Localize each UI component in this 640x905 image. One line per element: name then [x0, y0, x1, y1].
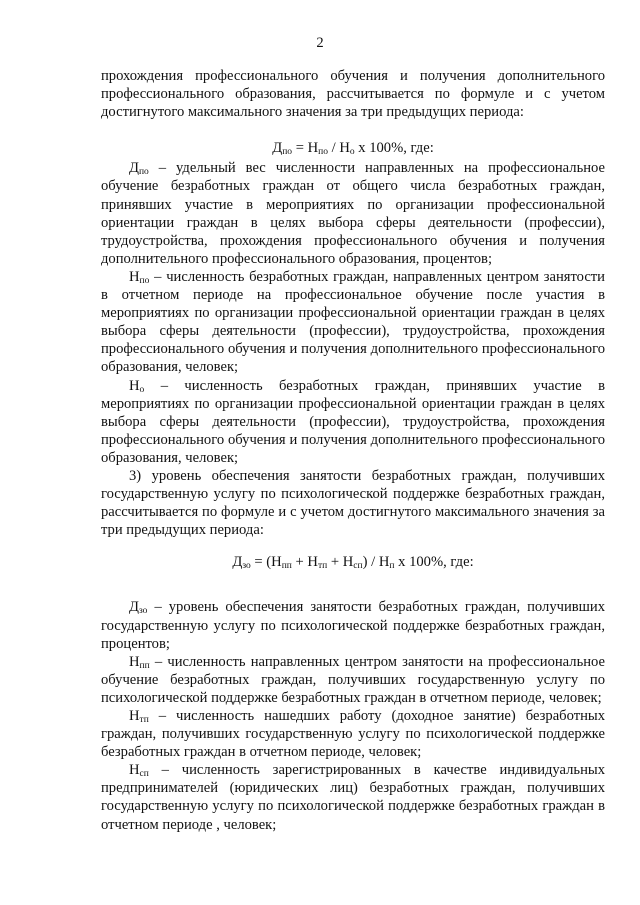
formula-d-po: $Д_{по} = Н_{по} / Н_о$ х 100%, где:: [272, 140, 434, 158]
definition-n-o: $Н_о$ – численность безработных граждан, принявших участие в мероприятиях по организации профессиональной ориентации граждан в целях выбора сферы деятельности (профессии), трудоустройства, прохождения профессионального обучения и получения дополнительного профессионального образования, человек;: [101, 377, 605, 466]
document-body: [101, 67, 605, 834]
formula-d-zo: $Д_{зо} = (Н_{пп} + Н_{тп} + Н_{сп}) / Н_п$ х 100%, где:: [232, 554, 474, 572]
definition-n-sp: $Н_{сп}$ – численность зарегистрированных в качестве индивидуальных предпринимателей (юридических лиц) безработных граждан, получивших государственную услугу по психологической поддержке безработных граждан в отчетном периоде , человек;: [101, 762, 605, 833]
paragraph-item-3: 3) уровень обеспечения занятости безработных граждан, получивших государственную услугу по психологической поддержке безработных граждан, рассчитывается по формуле и с учетом достигнутого максимального значения за три предыдущих периода:: [101, 467, 605, 539]
definition-n-po: $Н_{по}$ – численность безработных граждан, направленных центром занятости в отчетном периоде на профессиональное обучение после участия в мероприятиях по организации профессиональной ориентации граждан в целях выбора сферы деятельности (профессии), трудоустройства, прохождения профессионального обучения и получения дополнительного профессионального образования, человек;: [101, 268, 605, 376]
definition-n-tp: $Н_{тп}$ – численность нашедших работу (доходное занятие) безработных граждан, получивших государственную услугу по психологической поддержке безработных граждан в отчетном периоде, человек;: [101, 708, 605, 761]
definition-d-po: $Д_{по}$ – удельный вес численности направленных на профессиональное обучение безработных граждан от общего числа безработных граждан, принявших участие в мероприятиях по организации профессиональной ориентации граждан в целях выбора сферы деятельности (профессии), трудоустройства, прохождения профессионального обучения и получения дополнительного профессионального образования, процентов;: [101, 160, 605, 267]
definition-n-pp: $Н_{пп}$ – численность направленных центром занятости на профессиональное обучение безработных граждан, получивших государственную услугу по психологической поддержке безработных граждан в отчетном периоде, человек;: [101, 653, 605, 706]
page-number: 2: [316, 35, 324, 51]
definition-d-zo: $Д_{зо}$ – уровень обеспечения занятости безработных граждан, получивших государственную услугу по психологической поддержке безработных граждан, процентов;: [101, 599, 605, 652]
paragraph-intro: прохождения профессионального обучения и получения дополнительного профессионального образования, рассчитывается по формуле и с учетом достигнутого максимального значения за три предыдущих периода:: [101, 68, 605, 121]
